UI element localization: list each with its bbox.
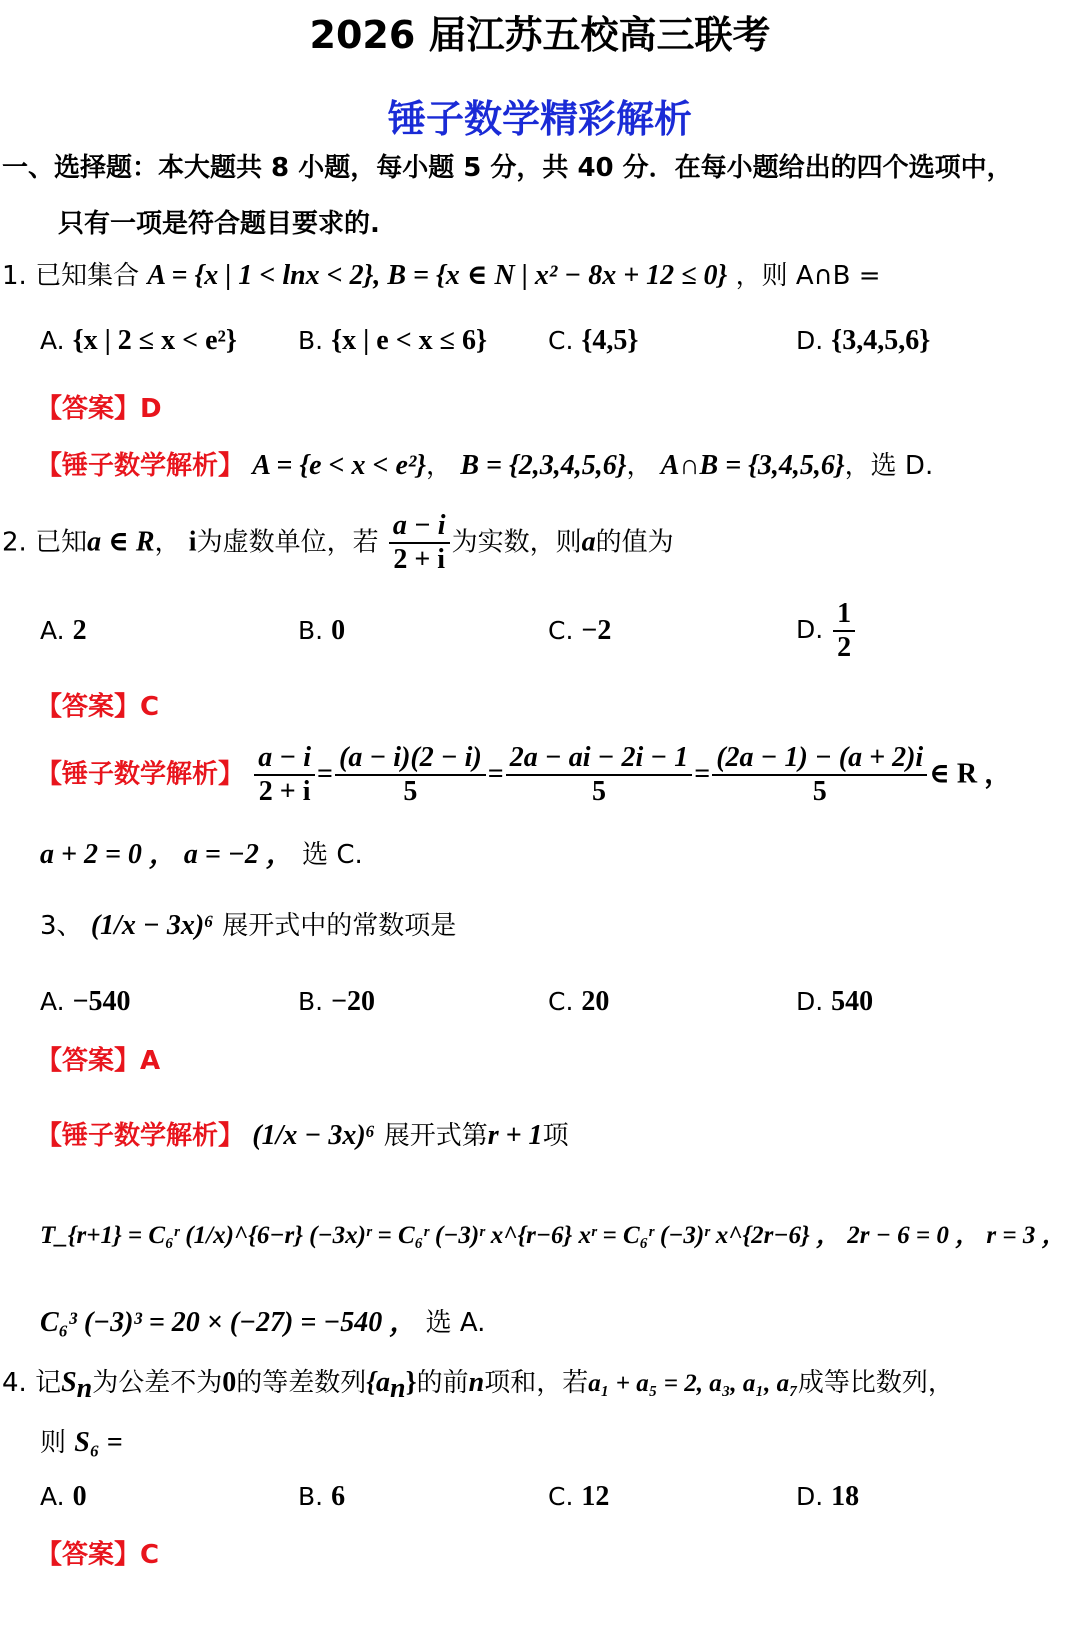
q1-answer (36, 388, 162, 425)
question-text: 记 (35, 1368, 62, 1398)
option-value: 18 (831, 1481, 860, 1512)
question-text: 已知集合 (35, 261, 140, 291)
question-3-stem (40, 905, 456, 942)
fraction-numerator: a − i (254, 742, 315, 776)
option-label: B. (298, 987, 324, 1016)
question-number: 3、 (40, 911, 83, 941)
option-label: B. (298, 616, 324, 645)
section-heading-line2: 只有一项是符合题目要求的. (58, 209, 380, 239)
question-math: a ∈ R (87, 526, 155, 558)
analysis-math: A = {e < x < e²} (252, 450, 427, 481)
q1-analysis (36, 445, 933, 482)
question-math: S₆ = (74, 1427, 123, 1458)
option-label: B. (298, 1482, 324, 1511)
analysis-fraction (335, 742, 486, 808)
fraction-denominator: 2 (837, 632, 852, 664)
analysis-tail: 选 A. (425, 1308, 486, 1338)
analysis-math: B = {2,3,4,5,6} (460, 450, 627, 481)
document-subtitle: 锤子数学精彩解析 (387, 97, 692, 141)
question-text: 展开式中的常数项是 (222, 911, 457, 941)
option-value: {3,4,5,6} (831, 325, 931, 356)
question-math: i (188, 526, 197, 558)
q2-analysis-line2 (40, 832, 363, 872)
q1-option-b (298, 325, 487, 357)
question-number: 4. (2, 1368, 27, 1398)
q1-option-d (796, 325, 930, 357)
equals-sign: = (487, 758, 504, 790)
analysis-math: T_{r+1} = C₆ʳ (1/x)^{6−r} (−3x)ʳ = C₆ʳ (−3)ʳ x^{r−6} xʳ = C₆ʳ (−3)ʳ x^{2r−6} ， 2r − 6 = 0 ， r = 3 ， (40, 1222, 1067, 1249)
question-text: 的前 (416, 1368, 469, 1398)
option-label: A. (40, 616, 65, 645)
analysis-math: A∩B = {3,4,5,6} (660, 450, 845, 481)
q2-option-a (40, 615, 87, 647)
option-label: D. (796, 615, 824, 645)
fraction-denominator: 2 + i (393, 544, 446, 576)
answer-value: A (140, 1046, 161, 1076)
document-title: 2026 届江苏五校高三联考 (309, 13, 771, 57)
question-math-subscript: n (390, 1373, 406, 1405)
analysis-text: 项 (542, 1121, 569, 1151)
option-label: A. (40, 326, 65, 355)
option-value: −20 (331, 986, 376, 1017)
q3-analysis-line3 (40, 1300, 485, 1340)
question-text: 的等差数列 (236, 1368, 367, 1398)
option-value: {x | e < x ≤ 6} (331, 325, 488, 356)
analysis-tail: ∈ R ， (929, 758, 1013, 790)
question-text: 为实数，则 (451, 527, 582, 558)
q3-answer (36, 1040, 160, 1077)
q2-option-b (298, 615, 345, 647)
question-math-subscript: n (76, 1373, 93, 1405)
q4-answer (36, 1534, 159, 1571)
q4-option-d (796, 1481, 859, 1513)
answer-label: 【答案】 (36, 1046, 141, 1076)
answer-value: C (140, 692, 160, 722)
analysis-label: 【锤子数学解析】 (36, 451, 245, 481)
option-label: C. (548, 326, 574, 355)
question-math: 0 (222, 1367, 237, 1398)
question-math: } (405, 1367, 417, 1398)
option-label: C. (548, 1482, 574, 1511)
question-text: 的值为 (595, 527, 674, 558)
fraction-numerator: 1 (833, 598, 855, 632)
question-math: n (468, 1367, 485, 1398)
question-math: A = {x | 1 < lnx < 2}, B = {x ∈ N | x² − 8x + 12 ≤ 0} (147, 260, 728, 291)
q1-option-c (548, 325, 638, 357)
analysis-math: a + 2 = 0 ， a = −2 ， (40, 839, 294, 870)
q2-analysis (36, 742, 1012, 808)
option-label: A. (40, 987, 65, 1016)
question-text: 成等比数列， (797, 1368, 954, 1398)
option-label: D. (796, 326, 824, 355)
q1-option-a (40, 325, 237, 357)
question-math: {a (366, 1367, 391, 1398)
question-number: 1. (2, 261, 27, 291)
q2-option-c (548, 615, 611, 647)
analysis-fraction (506, 742, 692, 808)
fraction-denominator: 5 (403, 776, 418, 808)
equals-sign: = (694, 758, 711, 790)
option-label: D. (796, 1482, 824, 1511)
question-number: 2. (2, 527, 27, 558)
fraction-numerator: 2a − ai − 2i − 1 (506, 742, 692, 776)
answer-value: D (140, 394, 162, 424)
q3-option-a (40, 986, 131, 1018)
analysis-label: 【锤子数学解析】 (36, 759, 245, 790)
q2-answer (36, 686, 159, 723)
option-value: −540 (72, 986, 131, 1017)
question-4-stem-line2 (40, 1422, 123, 1459)
analysis-fraction (254, 742, 315, 808)
question-text: 已知 (35, 527, 88, 558)
equals-sign: = (317, 758, 333, 790)
analysis-math: r + 1 (487, 1120, 543, 1151)
option-value: {x | 2 ≤ x < e²} (72, 325, 237, 356)
question-4-stem (2, 1362, 954, 1405)
analysis-math: C₆³ (−3)³ = 20 × (−27) = −540 ， (40, 1307, 418, 1338)
option-label: A. (40, 1482, 65, 1511)
answer-label: 【答案】 (36, 394, 141, 424)
q4-option-b (298, 1481, 345, 1513)
question-math: a (581, 526, 596, 558)
q4-option-a (40, 1481, 87, 1513)
option-value: 0 (331, 615, 346, 646)
q3-analysis (36, 1115, 569, 1152)
option-value: −2 (581, 615, 612, 646)
option-value: 0 (72, 1481, 87, 1512)
option-value: 20 (581, 986, 610, 1017)
analysis-tail: 选 C. (302, 840, 363, 870)
option-value: 6 (331, 1481, 346, 1512)
analysis-sep: ， (426, 451, 453, 481)
option-value: {4,5} (581, 325, 639, 356)
question-text-tail: ，则 A∩B = (735, 261, 881, 291)
question-math: a₁ + a₅ = 2, a₃, a₁, a₇ (588, 1370, 798, 1397)
option-label: C. (548, 987, 574, 1016)
fraction-numerator: (2a − 1) − (a + 2)i (712, 742, 927, 776)
answer-label: 【答案】 (36, 692, 141, 722)
question-text: 则 (40, 1428, 67, 1458)
question-math: S (61, 1367, 77, 1398)
analysis-label: 【锤子数学解析】 (36, 1121, 245, 1151)
fraction-denominator: 5 (812, 776, 827, 808)
answer-value: C (140, 1540, 160, 1570)
q3-analysis-line2 (40, 1215, 1067, 1251)
q4-option-c (548, 1481, 609, 1513)
question-text: 为虚数单位，若 (196, 527, 379, 558)
analysis-sep: ， (626, 451, 653, 481)
question-math: (1/x − 3x)⁶ (90, 910, 214, 941)
fraction-numerator: a − i (389, 510, 450, 544)
question-2-stem (2, 510, 674, 576)
question-1-stem (2, 255, 881, 292)
fraction-denominator: 5 (592, 776, 606, 808)
option-value: 12 (581, 1481, 610, 1512)
q3-option-c (548, 986, 609, 1018)
question-fraction (389, 510, 450, 576)
q3-option-d (796, 986, 873, 1018)
option-label: B. (298, 326, 324, 355)
question-text: ， (154, 527, 181, 558)
answer-label: 【答案】 (36, 1540, 141, 1570)
fraction-numerator: (a − i)(2 − i) (335, 742, 486, 776)
analysis-text: 展开式第 (383, 1121, 488, 1151)
fraction-denominator: 2 + i (258, 776, 311, 808)
question-text: 项和，若 (484, 1368, 589, 1398)
q3-option-b (298, 986, 375, 1018)
analysis-tail: ，选 D. (844, 451, 934, 481)
question-text: 为公差不为 (92, 1368, 223, 1398)
q2-option-d (796, 598, 857, 664)
option-fraction (833, 598, 855, 664)
option-value: 2 (72, 615, 87, 646)
option-label: D. (796, 987, 824, 1016)
section-heading-line1: 一、选择题：本大题共 8 小题，每小题 5 分，共 40 分．在每小题给出的四个选项中， (2, 153, 1013, 183)
analysis-fraction (712, 742, 927, 808)
option-value: 540 (831, 986, 874, 1017)
analysis-math: (1/x − 3x)⁶ (252, 1120, 376, 1151)
option-label: C. (548, 616, 574, 645)
